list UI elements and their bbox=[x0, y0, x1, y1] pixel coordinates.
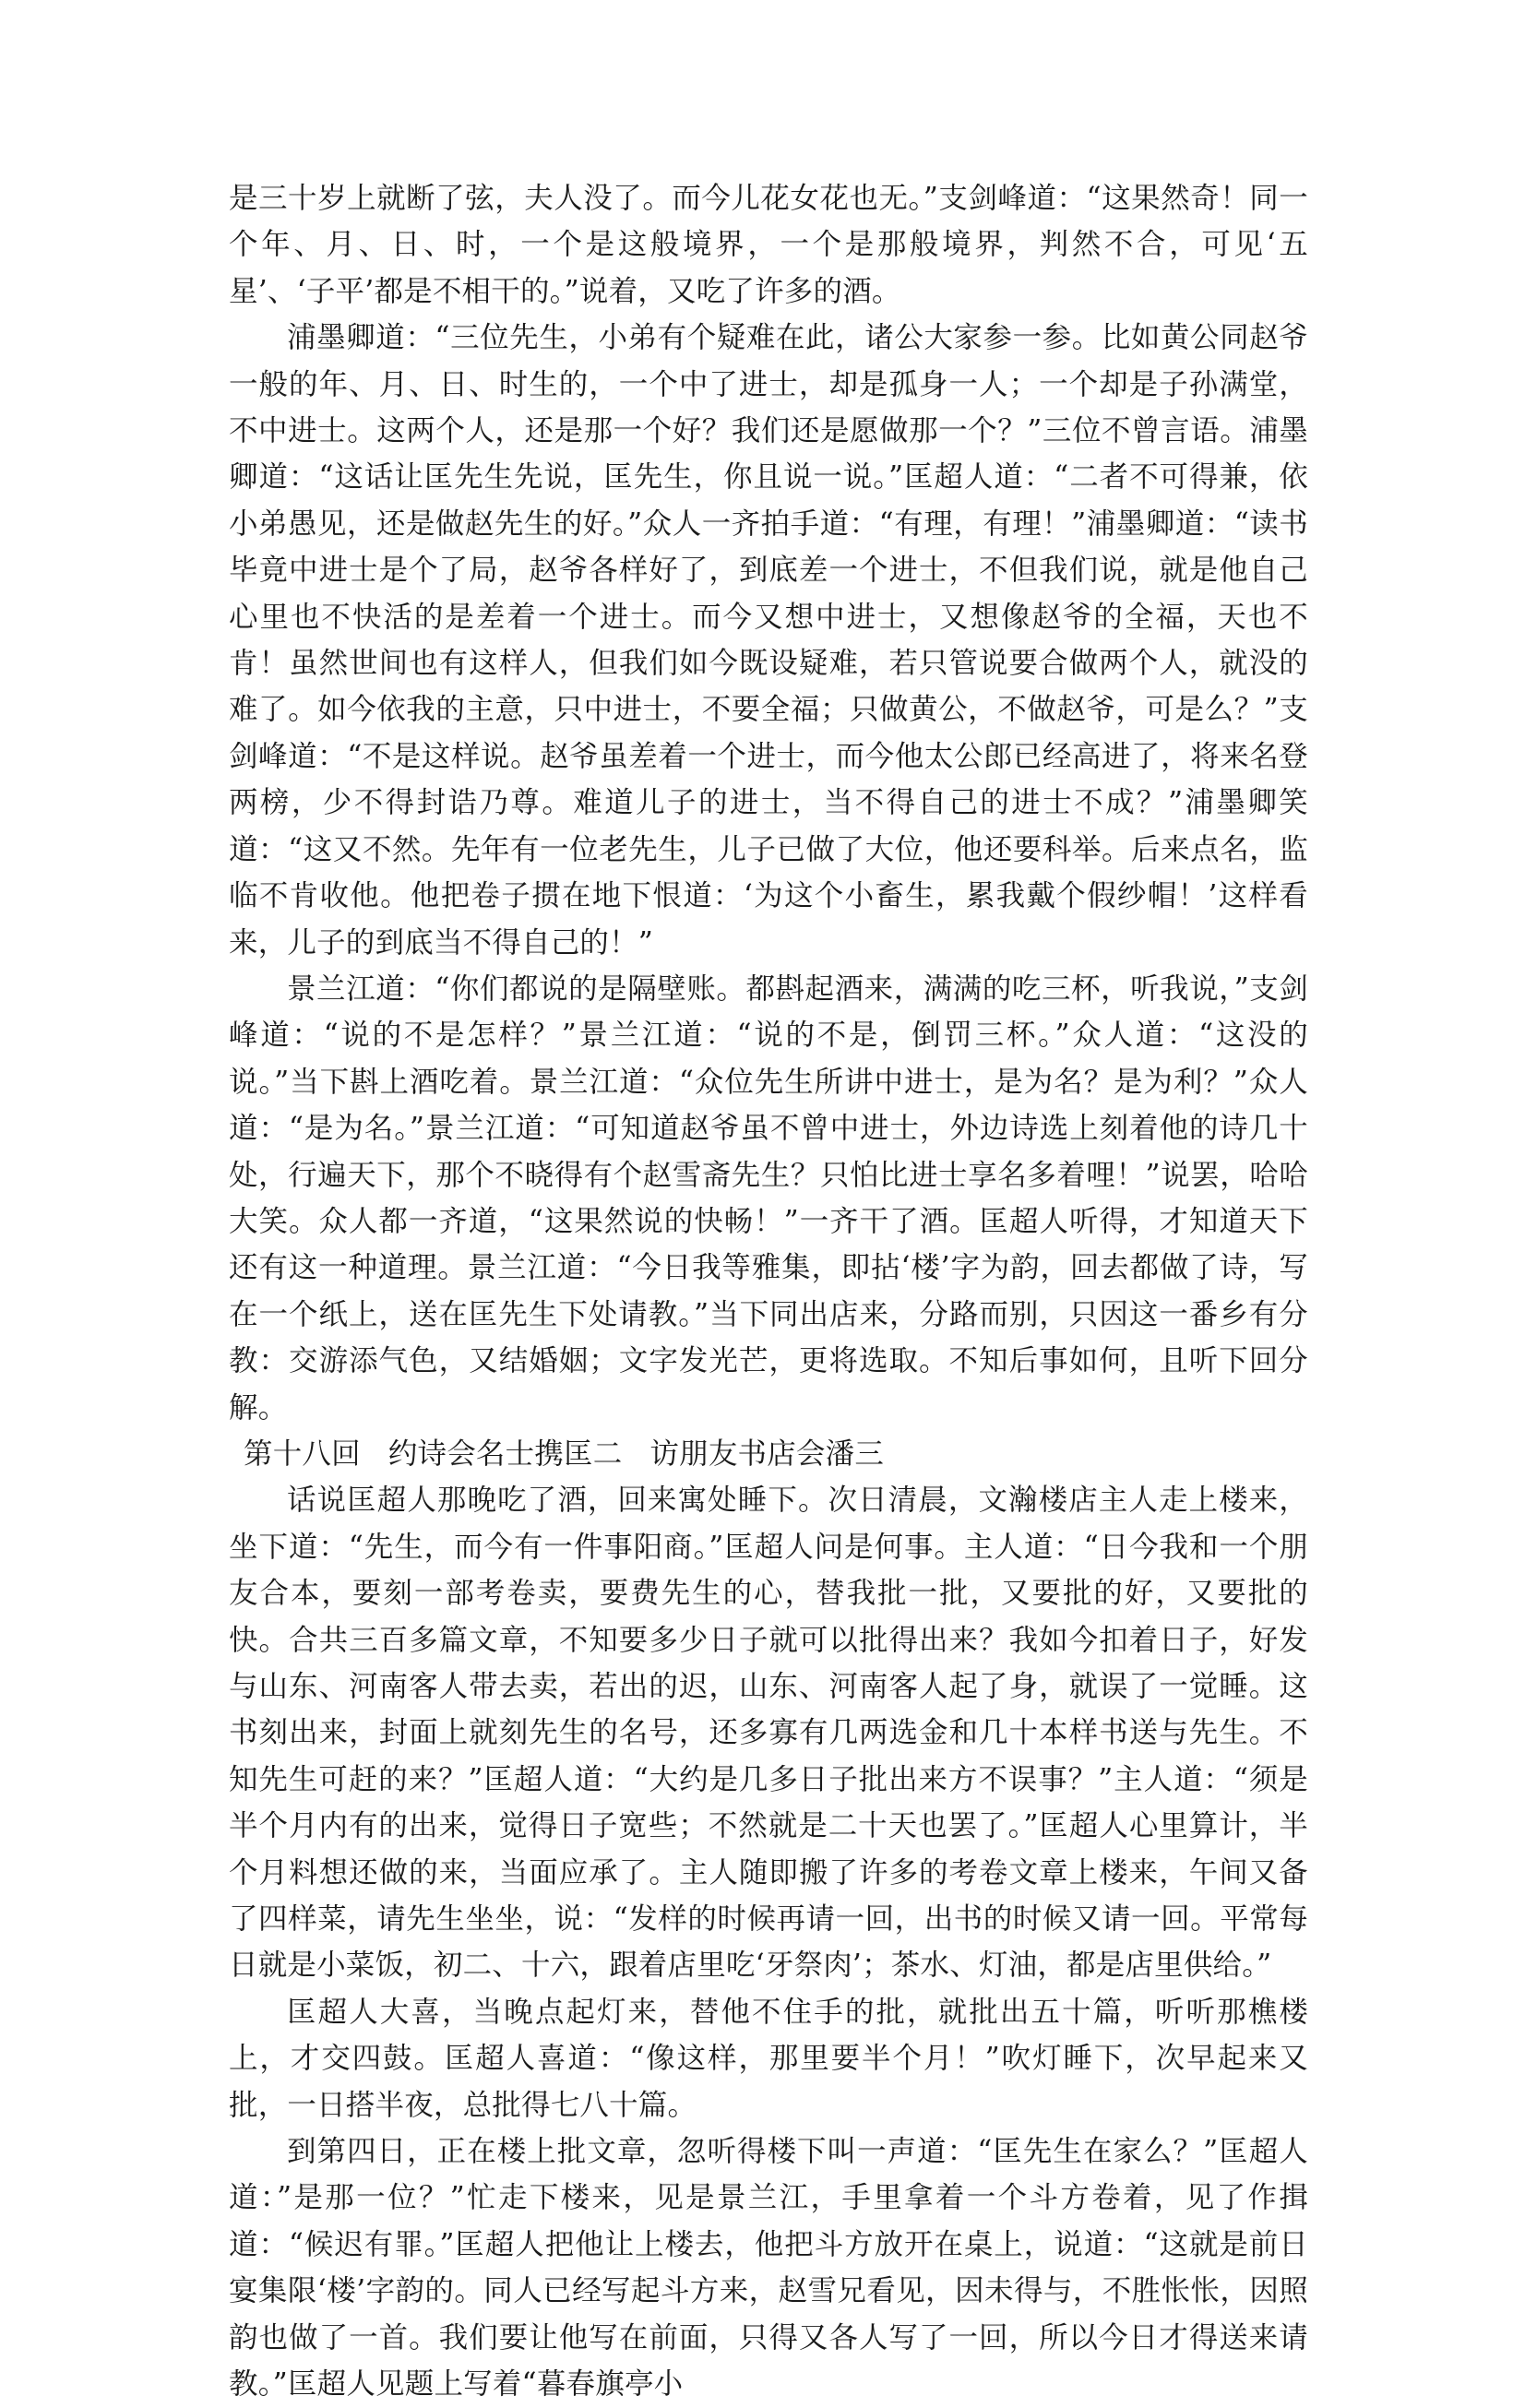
paragraph-night-work: 匡超人大喜，当晚点起灯来，替他不住手的批，就批出五十篇，听听那樵楼上，才交四鼓。匡超人喜道：“像这样，那里要半个月！”吹灯睡下，次早起来又批，一日搭半夜，总批得七八十篇。 bbox=[229, 1995, 1308, 2122]
chapter-heading bbox=[229, 1431, 1308, 1477]
paragraph-bookshop: 话说匡超人那晚吃了酒，回来寓处睡下。次日清晨，文瀚楼店主人走上楼来，坐下道：“先生，而今有一件事阳商。”匡超人问是何事。主人道：“日今我和一个朋友合本，要刻一部考卷卖，要费先生的心，替我批一批，又要批的好，又要批的快。合共三百多篇文章，不知要多少日子就可以批得出来？我如今扣着日子，好发与山东、河南客人带去卖，若出的迟，山东、河南客人起了身，就误了一觉睡。这书刻出来，封面上就刻先生的名号，还多寡有几两选金和几十本样书送与先生。不知先生可赶的来？”匡超人道：“大约是几多日子批出来方不误事？”主人道：“须是半个月内有的出来，觉得日子宽些；不然就是二十天也罢了。”匡超人心里算计，半个月料想还做的来，当面应承了。主人随即搬了许多的考卷文章上楼来，午间又备了四样菜，请先生坐坐，说：“发样的时候再请一回，出书的时候又请一回。平常每日就是小菜饭，初二、十六，跟着店里吃‘牙祭肉’；茶水、灯油，都是店里供给。” bbox=[229, 1484, 1308, 1983]
paragraph-fourth-day: 到第四日，正在楼上批文章，忽听得楼下叫一声道：“匡先生在家么？”匡超人道：”是那一位？”忙走下楼来，见是景兰江，手里拿着一个斗方卷着，见了作揖道：“候迟有罪。”匡超人把他让上楼去，他把斗方放开在桌上，说道：“这就是前日宴集限‘楼’字韵的。同人已经写起斗方来，赵雪兄看见，因未得与，不胜怅怅，因照韵也做了一首。我们要让他写在前面，只得又各人写了一回，所以今日才得送来请教。”匡超人见题上写着“暮春旗亭小 bbox=[229, 2135, 1308, 2402]
paragraph-continued: 是三十岁上就断了弦，夫人没了。而今儿花女花也无。”支剑峰道：“这果然奇！同一个年、月、日、时，一个是这般境界，一个是那般境界，判然不合，可见‘五星’、‘子平’都是不相干的。”说着，又吃了许多的酒。 bbox=[229, 182, 1308, 308]
chapter-title-part1: 约诗会名士携匡二 bbox=[387, 1436, 623, 1471]
paragraph-jing-lanjiang: 景兰江道：“你们都说的是隔壁账。都斟起酒来，满满的吃三杯，听我说，”支剑峰道：“说的不是怎样？”景兰江道：“说的不是，倒罚三杯。”众人道：“这没的说。”当下斟上酒吃着。景兰江道：“众位先生所讲中进士，是为名？是为利？”众人道：“是为名。”景兰江道：“可知道赵爷虽不曾中进士，外边诗选上刻着他的诗几十处，行遍天下，那个不晓得有个赵雪斋先生？只怕比进士享名多着哩！”说罢，哈哈大笑。众人都一齐道，“这果然说的快畅！”一齐干了酒。匡超人听得，才知道天下还有这一种道理。景兰江道：“今日我等雅集，即拈‘楼’字为韵，回去都做了诗，写在一个纸上，送在匡先生下处请教。”当下同出店来，分路而别，只因这一番乡有分教：交游添气色，又结婚姻；文字发光芒，更将选取。不知后事如何，且听下回分解。 bbox=[229, 972, 1308, 1425]
chapter-number: 第十八回 bbox=[244, 1436, 361, 1471]
document-page bbox=[229, 175, 1308, 2408]
paragraph-pu-moqing: 浦墨卿道：“三位先生，小弟有个疑难在此，诸公大家参一参。比如黄公同赵爷一般的年、月、日、时生的，一个中了进士，却是孤身一人；一个却是子孙满堂，不中进士。这两个人，还是那一个好？我们还是愿做那一个？”三位不曾言语。浦墨卿道：“这话让匡先生先说，匡先生，你且说一说。”匡超人道：“二者不可得兼，依小弟愚见，还是做赵先生的好。”众人一齐拍手道：“有理，有理！”浦墨卿道：“读书毕竟中进士是个了局，赵爷各样好了，到底差一个进士，不但我们说，就是他自己心里也不快活的是差着一个进士。而今又想中进士，又想像赵爷的全福，天也不肯！虽然世间也有这样人，但我们如今既设疑难，若只管说要合做两个人，就没的难了。如今依我的主意，只中进士，不要全福；只做黄公，不做赵爷，可是么？”支剑峰道：“不是这样说。赵爷虽差着一个进士，而今他太公郎已经高进了，将来名登两榜，少不得封诰乃尊。难道儿子的进士，当不得自己的进士不成？”浦墨卿笑道：“这又不然。先年有一位老先生，儿子已做了大位，他还要科举。后来点名，监临不肯收他。他把卷子掼在地下恨道：‘为这个小畜生，累我戴个假纱帽！’这样看来，儿子的到底当不得自己的！” bbox=[229, 321, 1308, 960]
chapter-title-part2: 访朋友书店会潘三 bbox=[649, 1436, 885, 1471]
